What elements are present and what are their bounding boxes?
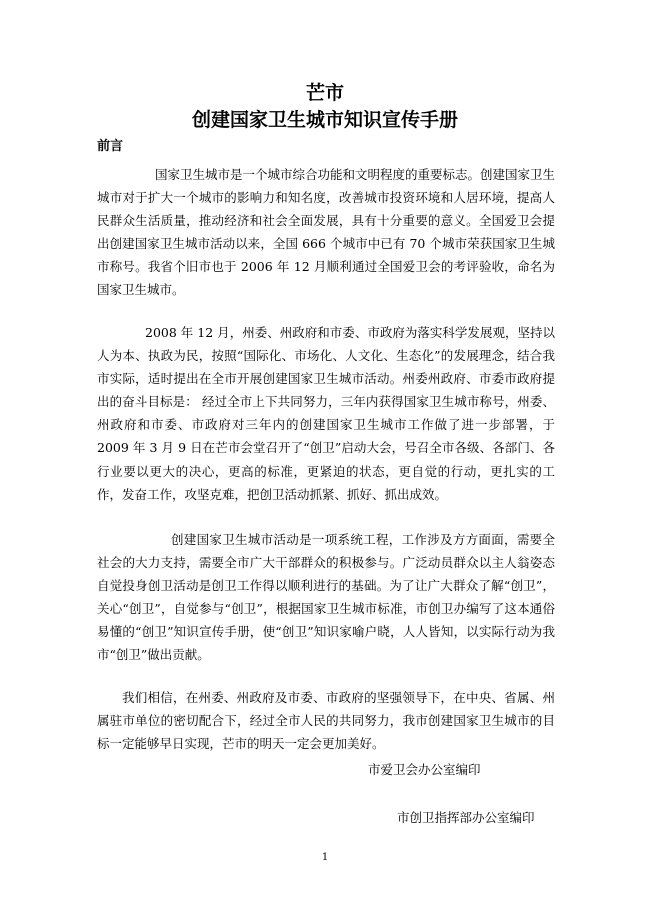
document-title-main: 创建国家卫生城市知识宣传手册 [191, 109, 458, 131]
signature-campaign-hq-office: 市创卫指挥部办公室编印 [397, 810, 535, 825]
section-heading-preface: 前言 [97, 139, 124, 154]
document-title-city: 芒市 [305, 82, 344, 104]
signature-patriotic-health-office: 市爱卫会办公室编印 [368, 762, 481, 777]
page-number: 1 [321, 852, 329, 863]
preface-paragraph-4: 我们相信，在州委、州政府及市委、市政府的坚强领导下，在中央、省属、州属驻市单位的密切配合下，经过全市人民的共同努力，我市创建国家卫生城市的目标一定能够早日实现，芒市的明天一定会更加美好。 [97, 690, 555, 752]
preface-paragraph-3: 创建国家卫生城市活动是一项系统工程，工作涉及方方面面，需要全社会的大力支持，需要全市广大干部群众的积极参与。广泛动员群众以主人翁姿态自觉投身创卫活动是创卫工作得以顺利进行的基础。为了让广大群众了解“创卫”，关心“创卫”，自觉参与“创卫”，根据国家卫生城市标准，市创卫办编写了这本通俗易懂的“创卫”知识宣传手册，使“创卫”知识家喻户晓，人人皆知，以实际行动为我市“创卫”做出贡献。 [97, 532, 555, 663]
preface-paragraph-2: 2008 年 12 月，州委、州政府和市委、市政府为落实科学发展观，坚持以人为本、执政为民，按照“国际化、市场化、人文化、生态化”的发展理念，结合我市实际，适时提出在全市开展创建国家卫生城市活动。州委州政府、市委市政府提出的奋斗目标是： 经过全市上下共同努力，三年内获得国家卫生城市称号，州委、州政府和市委、市政府对三年内的创建国家卫生城市工作做了进一步部署，于 2009 年 3 月 9 日在芒市会堂召开了“创卫”启动大会，号召全市各级、各部门、各行业要以更大的决心，更高的标准，更紧迫的状态，更自觉的行动，更扎实的工作，发奋工作，攻坚克难，把创卫活动抓紧、抓好、抓出成效。 [97, 325, 555, 502]
preface-paragraph-1: 国家卫生城市是一个城市综合功能和文明程度的重要标志。创建国家卫生城市对于扩大一个城市的影响力和知名度，改善城市投资环境和人居环境，提高人民群众生活质量，推动经济和社会全面发展，具有十分重要的意义。全国爱卫会提出创建国家卫生城市活动以来，全国 666 个城市中已有 70 个城市荣获国家卫生城市称号。我省个旧市也于 2006 年 12 月顺利通过全国爱卫会的考评验收，命名为国家卫生城市。 [97, 167, 556, 298]
